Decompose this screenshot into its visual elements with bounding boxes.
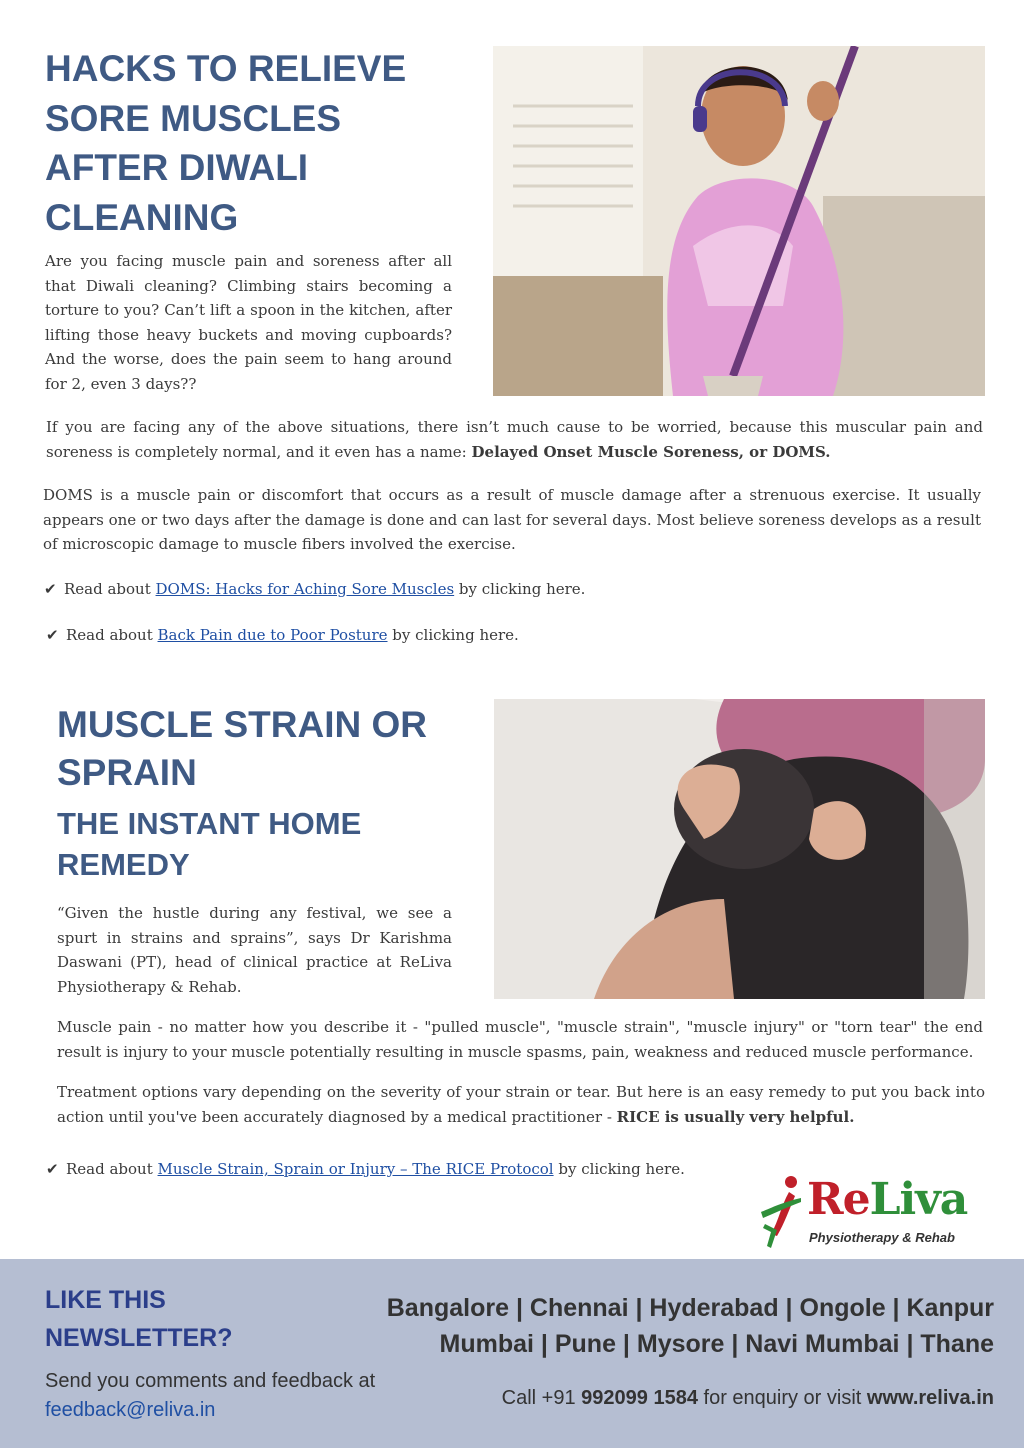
cities-line-2: Mumbai | Pune | Mysore | Navi Mumbai | Thane <box>439 1330 994 1358</box>
article-subtitle-home-remedy: THE INSTANT HOME REMEDY <box>57 806 362 882</box>
read-suffix: by clicking here. <box>553 1160 685 1178</box>
situation-text: If you are facing any of the above situations, there isn’t much cause to be worried, because this muscular pain and soreness is completely normal, and it even has a name: <box>46 418 983 461</box>
checkmark-icon: ✔ <box>44 580 57 598</box>
muscle-pain-paragraph: Muscle pain - no matter how you describe it - "pulled muscle", "muscle strain", "muscle injury" or "torn tear" the end result is injury to your muscle potentially resulting in muscle spasms, pain, weakness and reduced muscle performance. <box>57 1018 983 1061</box>
intro-paragraph: Are you facing muscle pain and soreness after all that Diwali cleaning? Climbing stairs becoming a torture to you? Can’t lift a spoon in the kitchen, after lifting those heavy buckets and moving cupboards? And the worse, does the pain seem to hang around for 2, even 3 days?? <box>45 252 452 393</box>
read-more-rice <box>46 1158 685 1180</box>
read-more-back-pain <box>46 624 519 646</box>
knee-pain-photo <box>494 699 985 999</box>
quote-paragraph: “Given the hustle during any festival, we see a spurt in strains and sprains”, says Dr Karishma Daswani (PT), head of clinical practice at ReLiva Physiotherapy & Rehab. <box>57 904 452 996</box>
treatment-paragraph <box>57 1080 985 1129</box>
feedback-email-link[interactable]: feedback@reliva.in <box>45 1399 216 1421</box>
checkmark-icon: ✔ <box>46 1160 59 1178</box>
article-title-muscle-strain: MUSCLE STRAIN OR SPRAIN <box>57 704 427 793</box>
situation-paragraph <box>46 415 983 464</box>
doms-name-bold: Delayed Onset Muscle Soreness, or DOMS. <box>471 442 831 461</box>
newsletter-footer <box>0 1259 1024 1448</box>
logo-wordmark: ReLiva <box>807 1174 968 1225</box>
footer-title: LIKE THIS NEWSLETTER? <box>45 1286 233 1352</box>
read-suffix: by clicking here. <box>387 626 519 644</box>
logo-tagline: Physiotherapy & Rehab <box>809 1230 955 1245</box>
link-back-pain[interactable]: Back Pain due to Poor Posture <box>157 626 388 644</box>
feedback-prompt: Send you comments and feedback at <box>45 1370 376 1392</box>
checkmark-icon: ✔ <box>46 626 59 644</box>
read-suffix: by clicking here. <box>454 580 586 598</box>
running-figure-icon <box>755 1172 807 1252</box>
read-prefix: Read about <box>66 626 158 644</box>
woman-cleaning-photo <box>493 46 985 396</box>
phone-number: 992099 1584 <box>581 1387 698 1409</box>
contact-line: Call +91 992099 1584 for enquiry or visit www.reliva.in <box>501 1387 994 1409</box>
treatment-text: Treatment options vary depending on the severity of your strain or tear. But here is an easy remedy to put you back into action until you've been accurately diagnosed by a medical practitioner - <box>57 1083 985 1126</box>
cities-line-1: Bangalore | Chennai | Hyderabad | Ongole | Kanpur <box>386 1294 994 1322</box>
article-title-diwali: HACKS TO RELIEVE SORE MUSCLES AFTER DIWALI CLEANING <box>45 48 407 238</box>
read-more-doms <box>44 578 585 600</box>
link-doms-hacks[interactable]: DOMS: Hacks for Aching Sore Muscles <box>155 580 455 598</box>
rice-bold: RICE is usually very helpful. <box>616 1107 855 1126</box>
link-rice-protocol[interactable]: Muscle Strain, Sprain or Injury – The RICE Protocol <box>157 1160 554 1178</box>
doms-paragraph: DOMS is a muscle pain or discomfort that occurs as a result of muscle damage after a strenuous exercise. It usually appears one or two days after the damage is done and can last for several days. Most believe soreness develops as a result of microscopic damage to muscle fibers involved the exercise. <box>43 486 981 553</box>
read-prefix: Read about <box>66 1160 158 1178</box>
website-link[interactable]: www.reliva.in <box>866 1387 994 1409</box>
reliva-logo <box>755 1172 975 1254</box>
read-prefix: Read about <box>64 580 156 598</box>
